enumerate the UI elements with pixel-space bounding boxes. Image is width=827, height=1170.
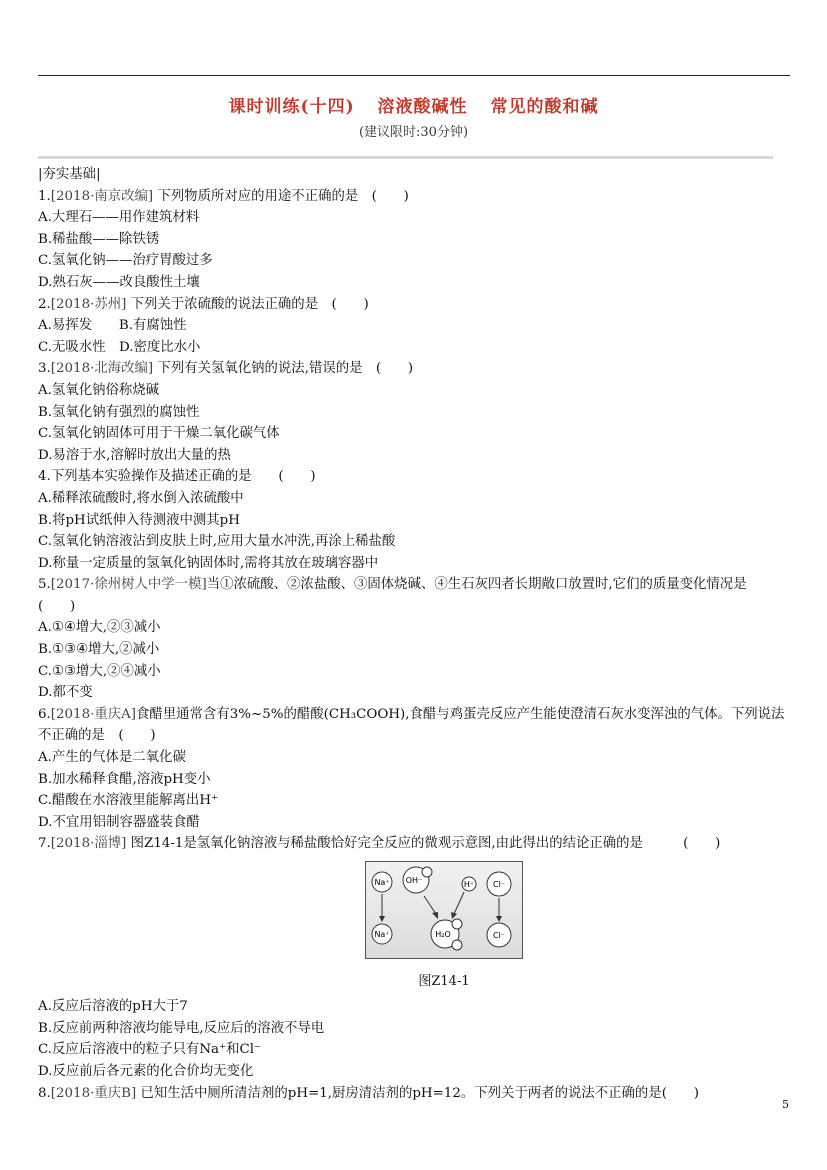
- na-ion-before-label: Na⁺: [374, 878, 390, 887]
- option: C.醋酸在水溶液里能解离出H⁺: [38, 793, 219, 809]
- cl-ion-before-label: Cl⁻: [492, 880, 506, 889]
- option: A.稀释浓硫酸时,将水倒入浓硫酸中: [38, 490, 244, 506]
- option: C.氢氧化钠固体可用于干燥二氧化碳气体: [38, 426, 280, 442]
- option: B.反应前两种溶液均能导电,反应后的溶液不导电: [38, 1020, 325, 1036]
- section-heading: |夯实基础|: [38, 167, 101, 182]
- option: B.稀盐酸——除铁锈: [38, 231, 160, 247]
- option: A.产生的气体是二氧化碳: [38, 750, 186, 766]
- option: D.反应前后各元素的化合价均无变化: [38, 1063, 254, 1079]
- page-number: 5: [782, 1098, 789, 1111]
- arrowhead-na: [379, 916, 385, 922]
- option: B.氢氧化钠有强烈的腐蚀性: [38, 404, 200, 420]
- title-lesson: 课时训练(十四): [228, 97, 355, 117]
- figure-caption: 图Z14-1: [418, 973, 470, 989]
- question-3: 3.[2018·北海改编] 下列有关氢氧化钠的说法,错误的是 ( ): [38, 361, 414, 377]
- option: D.易溶于水,溶解时放出大量的热: [38, 447, 231, 463]
- water-h-atom-2: [452, 940, 462, 950]
- h-ion-label: H⁺: [463, 880, 475, 889]
- option: C.反应后溶液中的粒子只有Na⁺和Cl⁻: [38, 1042, 262, 1058]
- oh-ion-label: OH⁻: [405, 876, 423, 885]
- figure-z14-1: [38, 861, 790, 992]
- oh-h-atom: [422, 867, 432, 877]
- na-ion-after-label: Na⁺: [374, 930, 390, 939]
- option: A.大理石——用作建筑材料: [38, 210, 200, 226]
- cl-ion-after-label: Cl⁻: [492, 931, 506, 940]
- question-6: 6.[2018·重庆A]食醋里通常含有3%~5%的醋酸(CH₃COOH),食醋与鸡蛋壳反应产生能使澄清石灰水变浑浊的气体。下列说法不正确的是 ( ): [38, 706, 785, 744]
- arrow-h: [454, 892, 464, 914]
- option: C.氢氧化钠溶液沾到皮肤上时,应用大量水冲洗,再涂上稀盐酸: [38, 534, 396, 550]
- option: A.①④增大,②③减小: [38, 620, 161, 636]
- option: A.反应后溶液的pH大于7: [38, 999, 188, 1015]
- section-divider: [38, 156, 773, 159]
- option: D.不宜用铝制容器盛装食醋: [38, 814, 200, 830]
- question-8: 8.[2018·重庆B] 已知生活中厕所清洁剂的pH=1,厨房清洁剂的pH=12。下列关于两者的说法不正确的是( ): [38, 1085, 699, 1101]
- arrowhead-h: [451, 912, 457, 919]
- option: A.氢氧化钠俗称烧碱: [38, 382, 160, 398]
- option: D.熟石灰——改良酸性土壤: [38, 274, 200, 290]
- option: B.将pH试纸伸入待测液中测其pH: [38, 512, 240, 528]
- option: C.无吸水性 D.密度比水小: [38, 339, 201, 355]
- arrowhead-cl: [496, 916, 502, 922]
- option: B.①③④增大,②减小: [38, 642, 160, 658]
- option: A.易挥发 B.有腐蚀性: [38, 318, 187, 334]
- title-topic-1: 溶液酸碱性: [377, 97, 468, 117]
- water-h-atom-1: [452, 919, 462, 929]
- water-label: H₂O: [435, 930, 451, 939]
- page-title: [0, 92, 827, 117]
- time-limit: (建议限时:30分钟): [358, 125, 469, 140]
- arrow-oh: [424, 896, 436, 914]
- question-7: 7.[2018·淄博] 图Z14-1是氢氧化钠溶液与稀盐酸恰好完全反应的微观示意图,由此得出的结论正确的是 ( ): [38, 836, 721, 852]
- title-topic-2: 常见的酸和碱: [490, 97, 599, 117]
- question-4: 4.下列基本实验操作及描述正确的是 ( ): [38, 469, 316, 485]
- question-2: 2.[2018·苏州] 下列关于浓硫酸的说法正确的是 ( ): [38, 296, 369, 312]
- option: B.加水稀释食醋,溶液pH变小: [38, 771, 211, 787]
- question-list: [38, 164, 790, 1104]
- reaction-diagram: [365, 861, 523, 959]
- header-rule: [38, 75, 790, 76]
- question-5: 5.[2017·徐州树人中学一模]当①浓硫酸、②浓盐酸、③固体烧碱、④生石灰四者长期敞口放置时,它们的质量变化情况是 ( ): [38, 577, 760, 614]
- option: D.都不变: [38, 685, 93, 701]
- arrowhead-oh: [432, 912, 438, 919]
- question-1: 1.[2018·南京改编] 下列物质所对应的用途不正确的是 ( ): [38, 188, 409, 204]
- option: C.氢氧化钠——治疗胃酸过多: [38, 253, 213, 269]
- option: C.①③增大,②④减小: [38, 663, 161, 679]
- option: D.称量一定质量的氢氧化钠固体时,需将其放在玻璃容器中: [38, 555, 379, 571]
